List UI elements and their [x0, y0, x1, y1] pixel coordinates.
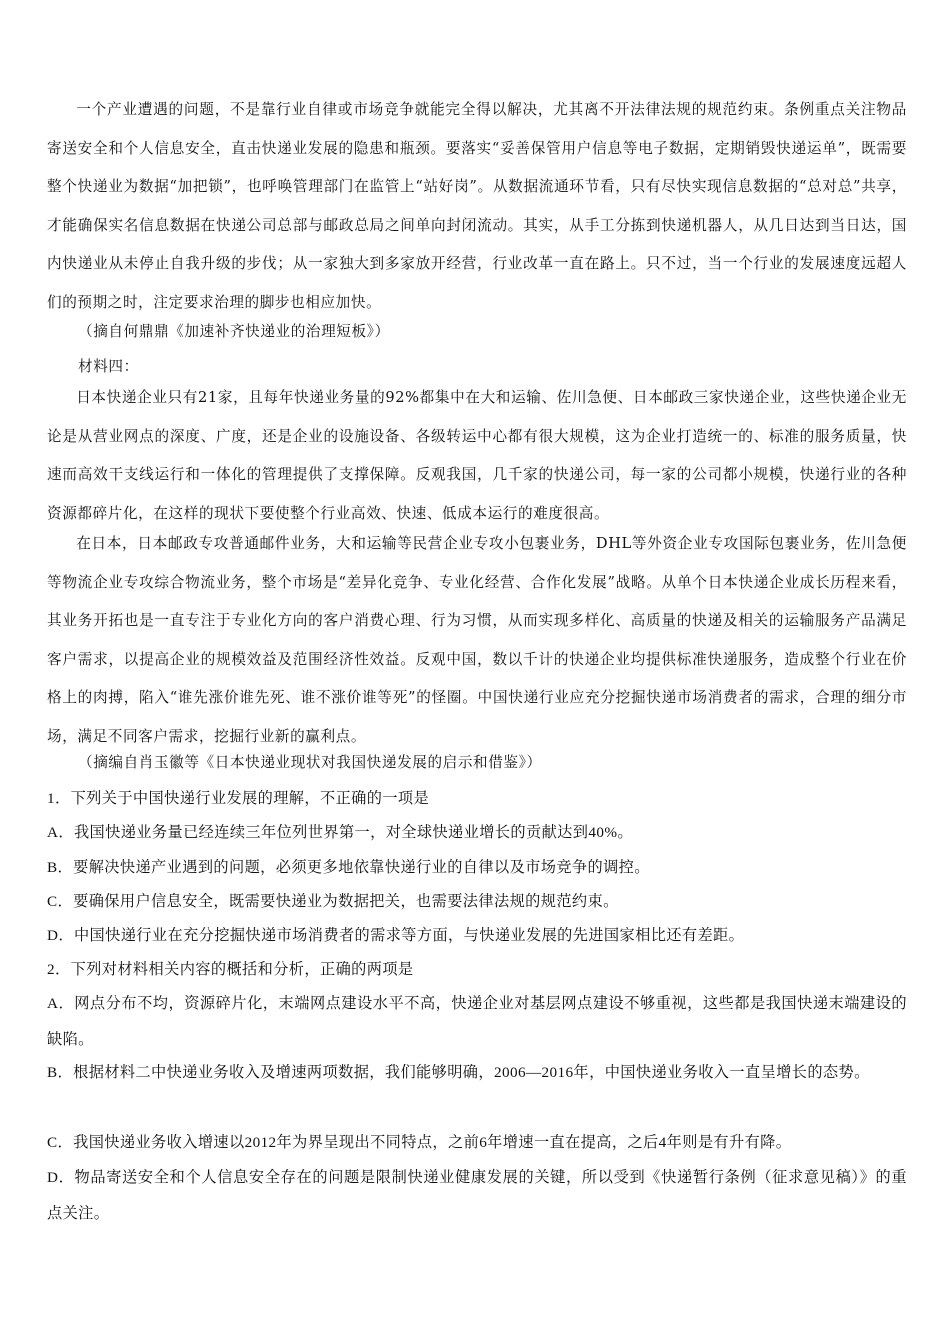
question-2-option-a: A．网点分布不均，资源碎片化，末端网点建设水平不高，快递企业对基层网点建设不够重视，这些都是我国快递末端建设的缺陷。: [47, 995, 907, 1048]
question-1-stem: 1．下列关于中国快递行业发展的理解，不正确的一项是: [47, 790, 430, 807]
question-1-option-b: B．要解决快递产业遇到的问题，必须更多地依靠快递行业的自律以及市场竞争的调控。: [47, 859, 650, 876]
question-2-option-c: C．我国快递业务收入增速以2012年为界呈现出不同特点，之前6年增速一直在提高，之后4年则是有升有降。: [47, 1134, 792, 1151]
question-1-option-d: D．中国快递行业在充分挖掘快递市场消费者的需求等方面，与快递业发展的先进国家相比还有差距。: [47, 927, 745, 944]
source-citation-1: （摘自何鼎鼎《加速补齐快递业的治理短板》）: [78, 323, 390, 340]
material-4-label: 材料四：: [78, 358, 139, 375]
article-paragraph-2: 日本快递企业只有21家，且每年快递业务量的92%都集中在大和运输、佐川急便、日本邮政三家快递企业，这些快递企业无论是从营业网点的深度、广度，还是企业的设施设备、各级转运中心都有很大规模，这为企业打造统一的、标准的服务质量，快速而高效干支线运行和一体化的管理提供了支撑保障。反观我国，几千家的快递公司，每一家的公司都小规模，快递行业的各种资源都碎片化，在这样的现状下要使整个行业高效、快速、低成本运行的难度很高。: [47, 389, 907, 522]
question-2-option-d: D．物品寄送安全和个人信息安全存在的问题是限制快递业健康发展的关键，所以受到《快递暂行条例（征求意见稿）》的重点关注。: [47, 1169, 907, 1222]
question-2-option-b: B．根据材料二中快递业务收入及增速两项数据，我们能够明确，2006—2016年，中国快递业务收入一直呈增长的态势。: [47, 1064, 870, 1081]
source-citation-2: （摘编自肖玉徽等《日本快递业现状对我国快递发展的启示和借鉴》）: [78, 754, 542, 771]
question-2-stem: 2．下列对材料相关内容的概括和分析，正确的两项是: [47, 961, 414, 978]
article-paragraph-3: 在日本，日本邮政专攻普通邮件业务，大和运输等民营企业专攻小包裹业务，DHL等外资企业专攻国际包裹业务，佐川急便等物流企业专攻综合物流业务，整个市场是“差异化竞争、专业化经营、合作化发展”战略。从单个日本快递企业成长历程来看，其业务开拓也是一直专注于专业化方向的客户消费心理、行为习惯，从而实现多样化、高质量的快递及相关的运输服务产品满足客户需求，以提高企业的规模效益及范围经济性效益。反观中国，数以千计的快递企业均提供标准快递服务，造成整个行业在价格上的肉搏，陷入“谁先涨价谁先死、谁不涨价谁等死”的怪圈。中国快递行业应充分挖掘快递市场消费者的需求，合理的细分市场，满足不同客户需求，挖掘行业新的赢利点。: [47, 535, 907, 745]
article-paragraph-1: 一个产业遭遇的问题，不是靠行业自律或市场竞争就能完全得以解决，尤其离不开法律法规的规范约束。条例重点关注物品寄送安全和个人信息安全，直击快递业发展的隐患和瓶颈。要落实“妥善保管用户信息等电子数据，定期销毁快递运单”，既需要整个快递业为数据“加把锁”，也呼唤管理部门在监管上“站好岗”。从数据流通环节看，只有尽快实现信息数据的“总对总”共享，才能确保实名信息数据在快递公司总部与邮政总局之间单向封闭流动。其实，从手工分拣到快递机器人，从几日达到当日达，国内快递业从未停止自我升级的步伐；从一家独大到多家放开经营，行业改革一直在路上。只不过，当一个行业的发展速度远超人们的预期之时，注定要求治理的脚步也相应加快。: [47, 101, 907, 311]
question-1-option-a: A．我国快递业务量已经连续三年位列世界第一，对全球快递业增长的贡献达到40%。: [47, 824, 633, 841]
question-1-option-c: C．要确保用户信息安全，既需要快递业为数据把关，也需要法律法规的规范约束。: [47, 893, 619, 910]
